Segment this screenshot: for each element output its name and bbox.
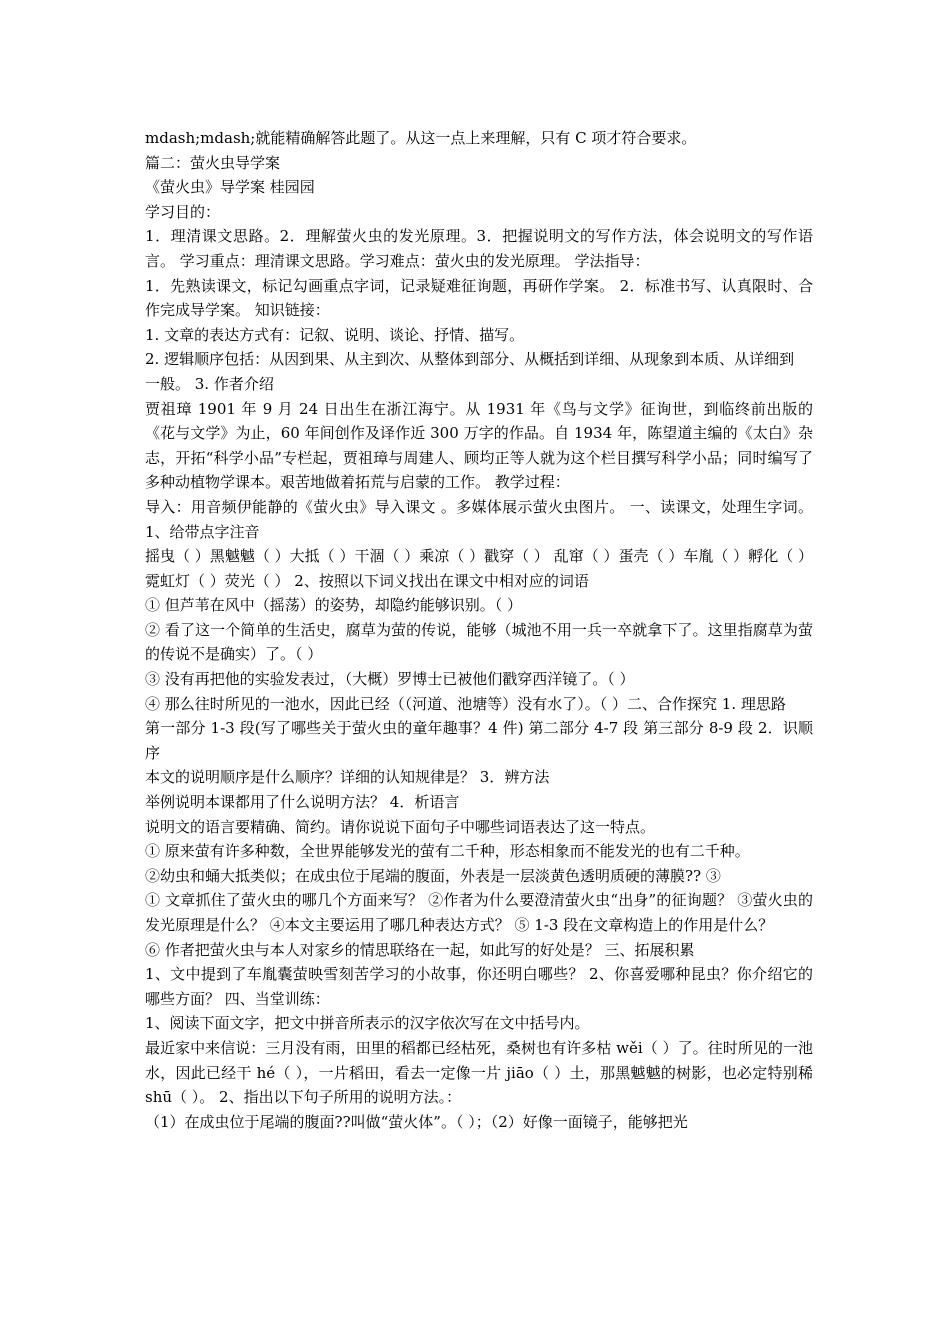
knowledge-item-2: 2. 逻辑顺序包括：从因到果、从主到次、从整体到部分、从概括到详细、从现象到本质、从详细到 (145, 350, 795, 369)
explanation-methods: 举例说明本课都用了什么说明方法？ 4．析语言 (145, 793, 460, 812)
lesson-introduction: 导入：用音频伊能静的《萤火虫》导入课文 。多媒体展示萤火虫图片。 一、读课文，处理生字词。 1、给带点字注音 (145, 497, 813, 541)
language-example-1: ① 原来萤有许多种数，全世界能够发光的萤有二千种，形态相象而不能发光的也有二千种。 (145, 842, 750, 861)
question-six: ⑥ 作者把萤火虫与本人对家乡的情思联络在一起，如此写的好处是？ 三、拓展积累 (145, 940, 695, 959)
document-title: 《萤火虫》导学案 桂园园 (145, 178, 315, 197)
author-introduction: 贾祖璋 1901 年 9 月 24 日出生在浙江海宁。从 1931 年《鸟与文学》征询世，到临终前出版的《花与文学》为止，60 年间创作及译作近 300 万字的作品。自 1934 年，陈望道主编的《太白》杂志，开拓“科学小品”专栏起，贾祖璋与周建人、顾均正等人就为这个栏目撰写科学小品；同时编写了多种动植物学课本。艰苦地做着拓荒与启蒙的工作。 教学过程： (145, 399, 813, 492)
text-line-c-option: mdash;mdash;就能精确解答此题了。从这一点上来理解，只有 C 项才符合要求。 (145, 129, 697, 147)
exercise-one: 1、阅读下面文字，把文中拼音所表示的汉字依次写在文中括号内。 (145, 1014, 590, 1033)
vocab-item-1: ① 但芦苇在风中（摇荡）的姿势，却隐约能够识别。（ ） (145, 596, 523, 615)
exercise-two-items: （1）在成虫位于尾端的腹面??叫做“萤火体”。（ ）；（2）好像一面镜子，能够把光 (145, 1112, 688, 1131)
learning-goals: 1．理清课文思路。2．理解萤火虫的发光原理。3．把握说明文的写作方法，体会说明文的写作语言。 学习重点：理清课文思路。学习难点：萤火虫的发光原理。 学法指导： (145, 227, 813, 270)
extension-questions: 1、文中提到了车胤囊萤映雪刻苦学习的小故事，你还明白哪些？ 2、你喜爱哪种昆虫？你介绍它的哪些方面？ 四、当堂训练： (145, 965, 813, 1008)
section-heading: 篇二：萤火虫导学案 (145, 153, 281, 172)
knowledge-item-3: 一般。 3. 作者介绍 (145, 374, 274, 393)
vocab-item-4: ④ 那么往时所见的一池水，因此已经（（河道、池塘等）没有水了）。（ ）二、合作探究 1. 理思路 (145, 694, 786, 713)
learning-goals-heading: 学习目的： (145, 202, 221, 221)
exercise-passage: 最近家中来信说：三月没有雨，田里的稻都已经枯死，桑树也有许多枯 wěi（ ）了。往时所见的一池水，因此已经干 hé（ ），一片稻田，看去一定像一片 jiāo（ ）土，那黑魆魆的树影，也必定特别稀 shū（ ）。 2、指出以下句子所用的说明方法。： (145, 1038, 813, 1107)
vocab-item-3: ③ 没有再把他的实验发表过，（大概）罗博士已被他们戳穿西洋镜了。（ ） (145, 670, 635, 689)
explanation-order: 本文的说明顺序是什么顺序？详细的认知规律是？ 3．辨方法 (145, 768, 550, 787)
language-example-2: ②幼虫和蛹大抵类似；在成虫位于尾端的腹面，外表是一层淡黄色透明质硬的薄膜?? ③ (145, 866, 721, 885)
knowledge-item-1: 1. 文章的表达方式有：记叙、说明、谈论、抒情、描写。 (145, 325, 525, 344)
pinyin-exercise: 摇曳（ ）黑魆魆（ ）大抵（ ）干涸（ ）乘凉（ ）戳穿（ ） 乱窜（ ）蛋壳（ ）车胤（ ）孵化（ ）霓虹灯（ ）荧光（ ） 2、按照以下词义找出在课文中相对应的词语 (145, 547, 813, 590)
structure-parts: 第一部分 1-3 段(写了哪些关于萤火虫的童年趣事？4 件) 第二部分 4-7 段 第三部分 8-9 段 2．识顺序 (145, 719, 813, 762)
document-body (145, 126, 813, 1134)
vocab-item-2: ② 看了这一个简单的生活史，腐草为萤的传说，能够（城池不用一兵一卒就拿下了。这里指腐草为萤的传说不是确实）了。（ ） (145, 620, 813, 664)
language-analysis: 说明文的语言要精确、简约。请你说说下面句子中哪些词语表达了这一特点。 (145, 817, 656, 836)
discussion-questions: ① 文章抓住了萤火虫的哪几个方面来写？ ②作者为什么要澄清萤火虫“出身”的征询题？ ③萤火虫的发光原理是什么？ ④本文主要运用了哪几种表达方式？ ⑤ 1-3 段在文章构造上的作用是什么？ (145, 891, 813, 934)
study-method: 1．先熟读课文，标记勾画重点字词，记录疑难征询题，再研作学案。 2．标准书写、认真限时、合作完成导学案。 知识链接： (145, 276, 813, 320)
